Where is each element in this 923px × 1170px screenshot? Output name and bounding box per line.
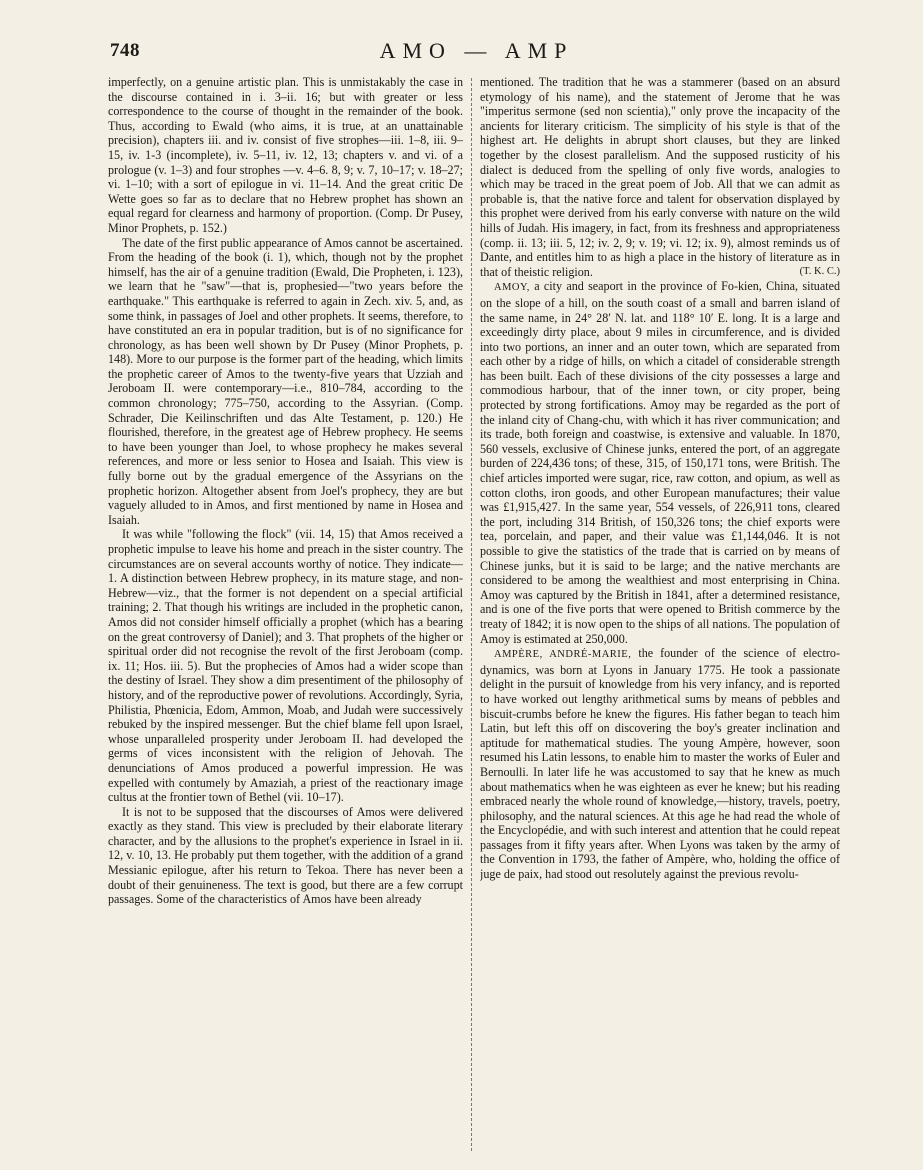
left-column <box>108 75 463 1160</box>
paragraph-text: mentioned. The tradition that he was a stammerer (based on an absurd etymology of his name), and the statement of Jerome that he was "imperitus sermone (sed non scientia)," only prove the incapacity of the ancients for literary criticism. The simplicity of his style is that of the highest art. He delights in abrupt short clauses, but they are linked together by the closest parallelism. And the supposed rusticity of his dialect is deduced from the spelling of only five words, analogies to which may be traced in the great poem of Job. All that we can admit as probable is, that the native force and talent for observation displayed by this prophet were derived from his early converse with nature on the wild hills of Judah. His imagery, in fact, from its freshness and appropriateness (comp. ii. 13; iii. 5, 12; iv. 2, 9; v. 19; vi. 12; ix. 9), almost reminds us of Dante, and entitles him to as high a place in the history of literature as in that of theistic religion. <box>480 75 840 279</box>
paragraph: imperfectly, on a genuine artistic plan. This is unmistakably the case in the discourse contained in i. 3–ii. 16; but with greater or less correspondence to the course of thought in the remainder of the book. Thus, according to Ewald (who aims, it is true, at an unattainable precision), chapters iii. and iv. consist of five strophes—iii. 1–8, iii. 9–15, iv. 1-3 (incomplete), iv. 5–11, iv. 12, 13; chapters v. and vi. of a prologue (v. 1–3) and four strophes —v. 4–6. 8, 9; v. 7, 10–17; v. 18–27; vi. 1–10; with a sort of epilogue in vi. 11–14. And the great critic De Wette goes so far as to declare that no Hebrew prophet has shown an equal regard for clearness and harmony of proportion. (Comp. Dr Pusey, Minor Prophets, p. 152.) <box>108 75 463 235</box>
paragraph: The date of the first public appearance of Amos cannot be ascertained. From the heading of the book (i. 1), which, though not by the prophet himself, has the air of a genuine tradition (Ewald, Die Propheten, i. 123), we learn that he "saw"—that is, prophesied—"two years before the earthquake." This earthquake is referred to again in Zech. xiv. 5, and, as some think, in passages of Joel and other prophets. It seems, therefore, to have constituted an era in popular tradition, but is of no significance for chronology, as has been well shown by Dr Pusey (Minor Prophets, p. 148). More to our purpose is the former part of the heading, which limits the prophetic career of Amos to the twenty-five years that Uzziah and Jeroboam II. were contemporary—i.e., 810–784, according to the common chronology; 775–750, according to the Assyrian. (Comp. Schrader, Die Keilinschriften und das Alte Testament, p. 120.) He flourished, therefore, in the greatest age of Hebrew prophecy. He seems to have been younger than Joel, to whose prophecy he makes several references, and more or less senior to Hosea and Isaiah. This view is fully borne out by the gradual emergence of the Assyrians on the prophetic horizon. Altogether absent from Joel's prophecy, they are but vaguely alluded to in Amos, and first mentioned by name in Hosea and Isaiah. <box>108 235 463 527</box>
running-head: AMO — AMP <box>379 38 574 63</box>
page-header <box>110 36 843 76</box>
author-initials: (T. K. C.) <box>799 265 840 277</box>
entry-text: the founder of the science of electro-dynamics, was born at Lyons in January 1775. He took a passionate delight in the pursuit of knowledge from his very infancy, and is reported to have worked out lengthy arithmetical sums by means of pebbles and biscuit-crumbs before he knew the figures. His father began to teach him Latin, but left this off on discovering the boy's greater inclination and aptitude for mathematical studies. The young Ampère, however, soon resumed his Latin lessons, to enable him to master the works of Euler and Bernoulli. In later life he was accustomed to say that he knew as much about mathematics when he was eighteen as ever he knew; but his reading embraced nearly the whole round of knowledge,—history, travels, poetry, philosophy, and the natural sciences. At this age he had read the whole of the Encyclopédie, and with such interest and attention that he could repeat passages from it fifty years after. When Lyons was taken by the army of the Convention in 1793, the father of Ampère, who, holding the office of juge de paix, had stood out resolutely against the previous revolu- <box>480 646 840 882</box>
paragraph: It is not to be supposed that the discourses of Amos were delivered exactly as they stand. This view is precluded by their elaborate literary character, and by the allusions to the prophet's experience in Israel in ii. 12, v. 10, 13. He probably put them together, with the addition of a grand Messianic epilogue, after his return to Tekoa. There has never been a doubt of their genuineness. The text is good, but there are a few corrupt passages. Some of the characteristics of Amos have been already <box>108 804 463 907</box>
column-divider <box>471 78 472 1153</box>
page-number: 748 <box>110 40 140 61</box>
entry-amoy <box>480 279 840 646</box>
entry-heading: AMPÈRE, ANDRÉ-MARIE, <box>494 649 632 661</box>
paragraph <box>480 75 840 279</box>
entry-ampere <box>480 646 840 882</box>
entry-heading: AMOY, <box>494 282 530 294</box>
paragraph: It was while "following the flock" (vii. 14, 15) that Amos received a prophetic impulse to leave his home and preach in the sister country. The circumstances are on several accounts worthy of notice. They indicate—1. A distinction between Hebrew prophecy, in its mature stage, and non-Hebrew—viz., that the former is not dependent on a special artificial training; 2. That though his writings are included in the prophetic canon, Amos did not consider himself officially a prophet (which has a bearing on the great controversy of Daniel); and 3. That prophets of the higher or spiritual order did not recognise the revolt of the first Jeroboam (comp. ix. 11; Hos. iii. 5). But the prophecies of Amos had a wider scope than the destiny of Israel. They show a dim presentiment of the philosophy of history, and of the reproductive power of revolutions. Accordingly, Syria, Philistia, Phœnicia, Edom, Ammon, Moab, and Judah were successively rebuked by the inspired messenger. But the chief blame fell upon Israel, whose unparalleled prosperity under Jeroboam II. had developed the germs of vices inconsistent with the religion of Jehovah. The denunciations of Amos produced a powerful impression. He was expelled with contumely by Amaziah, a priest of the reactionary image cultus at the frontier town of Bethel (vii. 10–17). <box>108 527 463 805</box>
right-column <box>480 75 840 1160</box>
entry-text: a city and seaport in the province of Fo-kien, China, situated on the slope of a hill, on the south coast of a small and barren island of the same name, in 24° 28′ N. lat. and 118° 10′ E. long. It is a large and exceedingly dirty place, about 9 miles in circumference, and is divided into two portions, an inner and an outer town, which are separated from each other by a ridge of hills, on which a citadel of considerable strength has been built. Each of these divisions of the city possesses a large and commodious harbour, that of the inner town, or city proper, being protected by strong fortifications. Amoy may be regarded as the port of the inland city of Chang-chu, with which it has river communication; and its trade, both foreign and coastwise, is extensive and valuable. In 1870, 560 vessels, exclusive of Chinese junks, entered the port, of an aggregate burden of 224,436 tons; of these, 315, of 150,171 tons, were British. The chief articles imported were sugar, rice, raw cotton, and opium, as well as cotton cloths, iron goods, and other European manufactures; their value was £1,915,427. In the same year, 554 vessels, of 226,911 tons, cleared the port, including 314 British, of 150,326 tons; the chief exports were tea, porcelain, and paper, and their value was £1,144,046. It is not possible to give the statistics of the trade that is carried on by means of Chinese junks, but it is said to be large; and the native merchants are considered to be among the wealthiest and most enterprising in China. Amoy was captured by the British in 1841, after a determined resistance, and is one of the five ports that were opened to British commerce by the treaty of 1842; it is now open to the ships of all nations. The population of Amoy is estimated at 250,000. <box>480 279 840 646</box>
